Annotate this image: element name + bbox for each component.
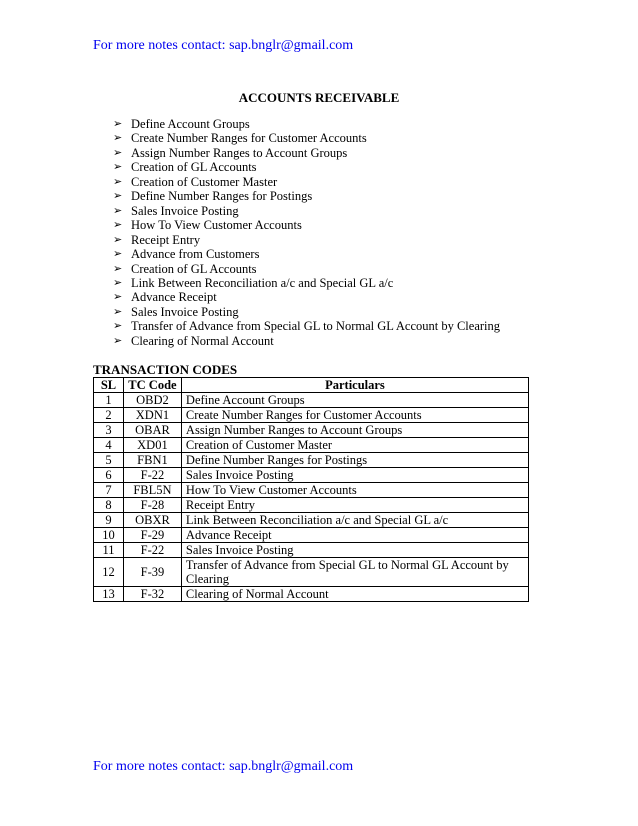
- list-item: [113, 160, 500, 174]
- row-sl: 1: [94, 393, 124, 408]
- row-particulars: Advance Receipt: [181, 528, 528, 543]
- transaction-codes-table: [93, 377, 529, 602]
- page-title: ACCOUNTS RECEIVABLE: [238, 90, 400, 105]
- table-row: [94, 587, 529, 602]
- arrow-bullet-icon: ➢: [113, 233, 123, 246]
- list-item-label: Assign Number Ranges to Account Groups: [131, 145, 348, 160]
- list-item: [113, 233, 500, 247]
- row-particulars: Sales Invoice Posting: [181, 543, 528, 558]
- row-tc-code: OBAR: [123, 423, 181, 438]
- list-item: [113, 131, 500, 145]
- row-particulars: Creation of Customer Master: [181, 438, 528, 453]
- arrow-bullet-icon: ➢: [113, 262, 123, 275]
- row-particulars: Create Number Ranges for Customer Accounts: [181, 408, 528, 423]
- list-item-label: Sales Invoice Posting: [131, 304, 239, 319]
- row-particulars: How To View Customer Accounts: [181, 483, 528, 498]
- row-sl: 9: [94, 513, 124, 528]
- row-particulars: Receipt Entry: [181, 498, 528, 513]
- footer-contact: For more notes contact: sap.bnglr@gmail.com: [93, 759, 354, 774]
- list-item-label: Define Number Ranges for Postings: [131, 189, 313, 204]
- row-tc-code: F-22: [123, 543, 181, 558]
- list-item: [113, 305, 500, 319]
- arrow-bullet-icon: ➢: [113, 291, 123, 304]
- list-item-label: Advance from Customers: [131, 247, 260, 262]
- row-particulars: Clearing of Normal Account: [181, 587, 528, 602]
- arrow-bullet-icon: ➢: [113, 161, 123, 174]
- list-item-label: Link Between Reconciliation a/c and Special GL a/c: [131, 275, 394, 290]
- table-row: [94, 393, 529, 408]
- row-sl: 7: [94, 483, 124, 498]
- arrow-bullet-icon: ➢: [113, 118, 123, 130]
- row-sl: 3: [94, 423, 124, 438]
- list-item: [113, 276, 500, 290]
- list-item-label: Clearing of Normal Account: [131, 333, 274, 348]
- list-item: [113, 262, 500, 276]
- row-tc-code: FBL5N: [123, 483, 181, 498]
- list-item-label: How To View Customer Accounts: [131, 218, 302, 233]
- arrow-bullet-icon: ➢: [113, 175, 123, 188]
- table-row: [94, 558, 529, 587]
- list-item: [113, 290, 500, 304]
- list-item-label: Create Number Ranges for Customer Accounts: [131, 131, 367, 146]
- arrow-bullet-icon: ➢: [113, 334, 123, 347]
- list-item: [113, 204, 500, 218]
- row-particulars: Transfer of Advance from Special GL to Normal GL Account by Clearing: [181, 558, 528, 587]
- row-sl: 10: [94, 528, 124, 543]
- list-item-label: Receipt Entry: [131, 232, 201, 247]
- row-particulars: Link Between Reconciliation a/c and Special GL a/c: [181, 513, 528, 528]
- list-item-label: Advance Receipt: [131, 290, 217, 305]
- row-tc-code: F-32: [123, 587, 181, 602]
- row-sl: 2: [94, 408, 124, 423]
- transaction-codes-heading: TRANSACTION CODES: [93, 362, 238, 377]
- list-item-label: Define Account Groups: [131, 117, 250, 131]
- list-item-label: Creation of Customer Master: [131, 174, 278, 189]
- arrow-bullet-icon: ➢: [113, 219, 123, 232]
- list-item: [113, 334, 500, 348]
- row-sl: 5: [94, 453, 124, 468]
- list-item: [113, 218, 500, 232]
- row-tc-code: FBN1: [123, 453, 181, 468]
- list-item: [113, 146, 500, 160]
- list-item-label: Creation of GL Accounts: [131, 261, 257, 276]
- row-particulars: Define Account Groups: [181, 393, 528, 408]
- arrow-bullet-icon: ➢: [113, 132, 123, 145]
- list-item: [113, 189, 500, 203]
- table-row: [94, 513, 529, 528]
- row-particulars: Sales Invoice Posting: [181, 468, 528, 483]
- header-contact: For more notes contact: sap.bnglr@gmail.com: [93, 38, 354, 53]
- list-item: [113, 247, 500, 261]
- arrow-bullet-icon: ➢: [113, 146, 123, 159]
- arrow-bullet-icon: ➢: [113, 305, 123, 318]
- arrow-bullet-icon: ➢: [113, 320, 123, 333]
- list-item-label: Transfer of Advance from Special GL to Normal GL Account by Clearing: [131, 319, 501, 334]
- table-header-row: [94, 378, 529, 393]
- row-tc-code: XD01: [123, 438, 181, 453]
- arrow-bullet-icon: ➢: [113, 276, 123, 289]
- list-item: [113, 175, 500, 189]
- row-tc-code: F-29: [123, 528, 181, 543]
- row-tc-code: F-22: [123, 468, 181, 483]
- table-row: [94, 483, 529, 498]
- table-row: [94, 528, 529, 543]
- row-sl: 8: [94, 498, 124, 513]
- row-tc-code: F-28: [123, 498, 181, 513]
- table-row: [94, 423, 529, 438]
- table-row: [94, 453, 529, 468]
- arrow-bullet-icon: ➢: [113, 204, 123, 217]
- table-row: [94, 498, 529, 513]
- row-sl: 12: [94, 558, 124, 587]
- table-row: [94, 468, 529, 483]
- row-sl: 6: [94, 468, 124, 483]
- list-item: [113, 117, 500, 131]
- row-tc-code: F-39: [123, 558, 181, 587]
- row-tc-code: OBD2: [123, 393, 181, 408]
- arrow-bullet-icon: ➢: [113, 190, 123, 203]
- column-header-tc-code: TC Code: [123, 378, 181, 393]
- row-particulars: Assign Number Ranges to Account Groups: [181, 423, 528, 438]
- row-tc-code: OBXR: [123, 513, 181, 528]
- table-row: [94, 408, 529, 423]
- table-row: [94, 438, 529, 453]
- column-header-sl: SL: [94, 378, 124, 393]
- row-tc-code: XDN1: [123, 408, 181, 423]
- row-sl: 11: [94, 543, 124, 558]
- table-row: [94, 543, 529, 558]
- row-sl: 13: [94, 587, 124, 602]
- list-item-label: Creation of GL Accounts: [131, 160, 257, 175]
- row-particulars: Define Number Ranges for Postings: [181, 453, 528, 468]
- row-sl: 4: [94, 438, 124, 453]
- column-header-particulars: Particulars: [181, 378, 528, 393]
- topic-list: [113, 117, 500, 348]
- arrow-bullet-icon: ➢: [113, 248, 123, 261]
- list-item-label: Sales Invoice Posting: [131, 203, 239, 218]
- list-item: [113, 319, 500, 333]
